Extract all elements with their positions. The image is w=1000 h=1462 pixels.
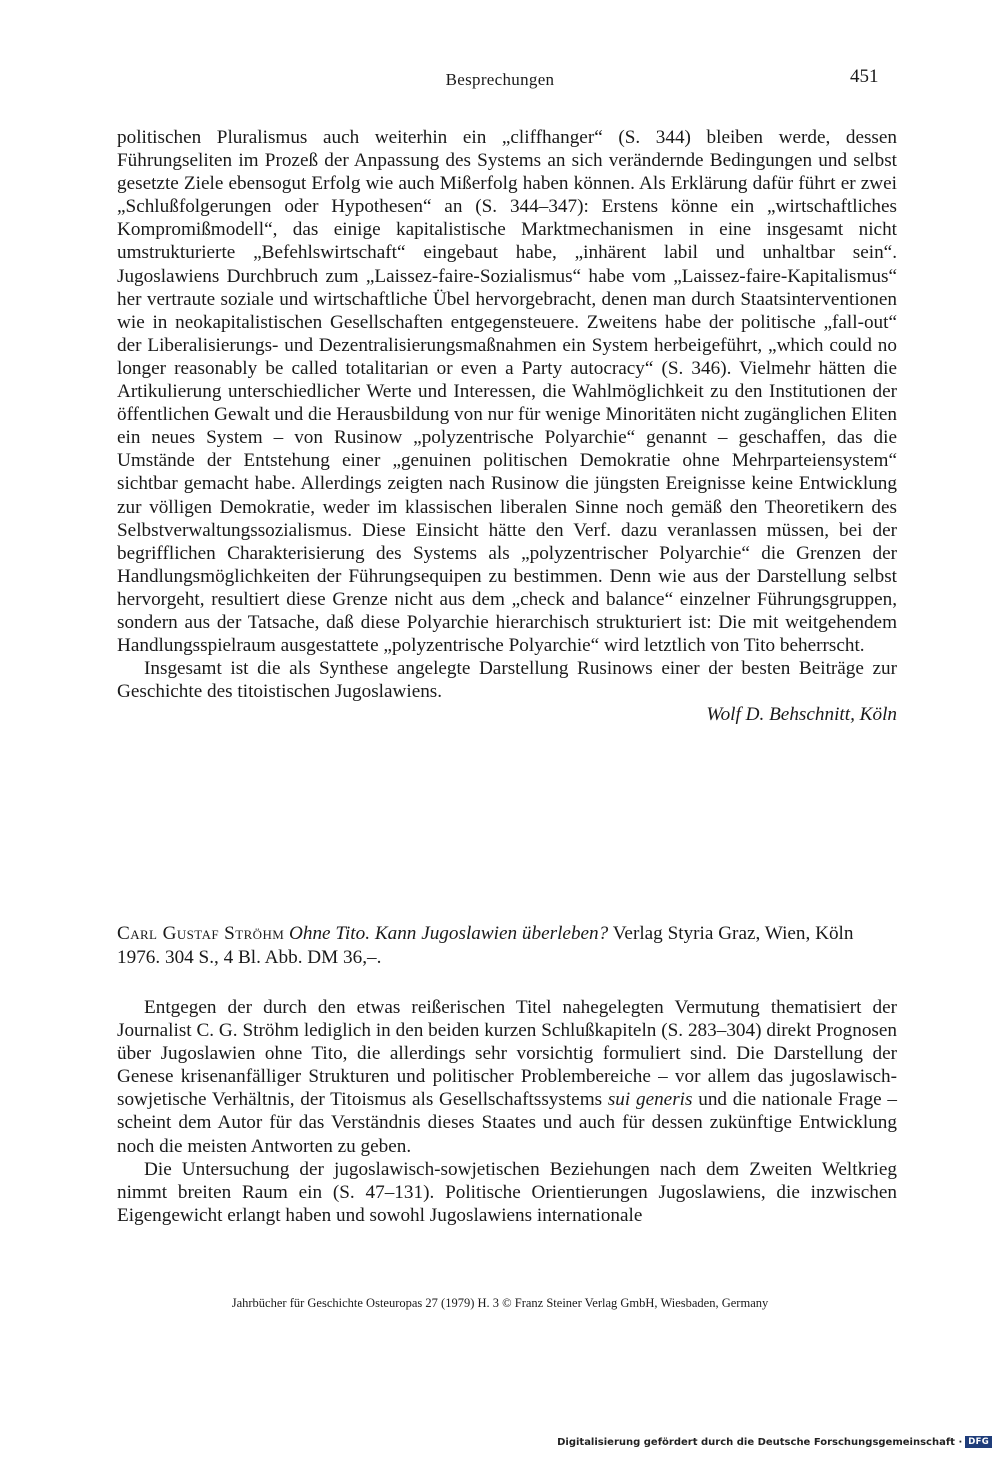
dfg-logo-icon: DFG	[965, 1436, 992, 1448]
review-2-title: Ohne Tito. Kann Jugoslawien überleben?	[289, 923, 609, 944]
running-head: Besprechungen	[445, 70, 555, 89]
review-2-heading	[117, 922, 897, 970]
digitization-note	[557, 1436, 992, 1448]
review-2-paragraph-2: Die Untersuchung der jugoslawisch-sowjetischen Beziehungen nach dem Zweiten Weltkrieg nimmt breiten Raum ein (S. 47–131). Politische Orientierungen Jugoslawiens, die inzwischen Eigengewicht erlangt haben und sowohl Jugoslawiens internationale	[117, 1158, 897, 1226]
review-1-paragraph-2: Insgesamt ist die als Synthese angelegte Darstellung Rusinows einer der besten Beiträge zur Geschichte des titoistischen Jugoslawiens.	[117, 658, 897, 703]
journal-citation-footer: Jahrbücher für Geschichte Osteuropas 27 (1979) H. 3 © Franz Steiner Verlag GmbH, Wiesbaden, Germany	[231, 1296, 769, 1310]
review-1-body	[117, 126, 897, 726]
review-2-p1-italic: sui generis	[607, 1089, 693, 1111]
review-2-body	[117, 996, 897, 1227]
review-2-p1-text-b: und die nationale Frage – scheint dem Autor für das Verständnis dieses Staates und auch für dessen zukünftige Entwicklung noch die meisten Antworten zu geben.	[117, 1089, 898, 1157]
review-1-paragraph-1: politischen Pluralismus auch weiterhin ein „cliffhanger“ (S. 344) bleiben werde, dessen Führungseliten im Prozeß der Anpassung des Systems an sich verändernde Bedingungen und selbst gesetzte Ziele ebensogut Erfolg wie auch Mißerfolg haben können. Als Erklärung dafür führt er zwei „Schlußfolgerungen oder Hypothesen“ an (S. 344–347): Erstens könne ein „wirtschaftliches Kompromißmodell“, das einige kapitalistische Marktmechanismen in eine insgesamt nicht umstrukturierte „Befehlswirtschaft“ eingebaut habe, „inhärent labil und unhaltbar sein“. Jugoslawiens Durchbruch zum „Laissez-faire-Sozialismus“ habe vom „Laissez-faire-Kapitalismus“ her vertraute soziale und wirtschaftliche Übel hervorgebracht, denen man durch Staatsinterventionen wie in neokapitalistischen Gesellschaften entgegensteuere. Zweitens habe der politische „fall-out“ der Liberalisierungs- und Dezentralisierungsmaßnahmen ein System herbeigeführt, „which could no longer reasonably be called totalitarian or even a Party autocracy“ (S. 346). Vielmehr hätten die Artikulierung unterschiedlicher Werte und Interessen, die Wahlmöglichkeit zu den Institutionen der öffentlichen Gewalt und die Herausbildung von nur für wenige Minoritäten nicht zugänglichen Eliten ein neues System – von Rusinow „polyzentrische Polyarchie“ genannt – geschaffen, das die Umstände der Entstehung einer „genuinen politischen Demokratie ohne Mehrparteiensystem“ sichtbar gemacht habe. Allerdings zeigten nach Rusinow die jüngsten Ereignisse keine Entwicklung zur völligen Demokratie, weder im klassischen liberalen Sinne noch gemäß den Theoretikern des Selbstverwaltungssozialismus. Diese Einsicht hätte den Verf. dazu veranlassen müssen, bei der begrifflichen Charakterisierung des Systems als „polyzentrischer Polyarchie“ die Grenzen der Handlungsmöglichkeiten der Führungsequipen zu bestimmen. Denn wie aus der Darstellung selbst hervorgeht, resultiert diese Grenze nicht aus dem „check and balance“ einzelner Führungsgruppen, sondern aus der Tatsache, daß diese Polyarchie hierarchisch strukturiert ist: Die mit weitgehendem Handlungsspielraum ausgestattete „polyzentrische Polyarchie“ wird letztlich von Tito beherrscht.	[117, 127, 897, 657]
digitization-text: Digitalisierung gefördert durch die Deutsche Forschungsgemeinschaft ·	[557, 1436, 963, 1448]
review-2-paragraph-1	[117, 996, 897, 1158]
page-number: 451	[850, 66, 879, 87]
review-2-publication: Verlag Styria Graz, Wien, Köln 1976. 304 S., 4 Bl. Abb. DM 36,–.	[117, 923, 854, 968]
review-1-signature: Wolf D. Behschnitt, Köln	[706, 704, 897, 726]
review-2-p1-text-a: Entgegen der durch den etwas reißerischen Titel nahegelegten Vermutung thematisiert der Journalist C. G. Ströhm lediglich in den beiden kurzen Schlußkapiteln (S. 283–304) direkt Prognosen über Jugoslawien ohne Tito, die allerdings sehr vorsichtig formuliert sind. Die Darstellung der Genese krisenanfälliger Strukturen und politischer Problembereiche – vor allem das jugoslawisch-sowjetische Verhältnis, der Titoismus als Gesellschaftssystems	[117, 997, 897, 1111]
review-2-author: Carl Gustaf Ströhm	[117, 923, 285, 944]
